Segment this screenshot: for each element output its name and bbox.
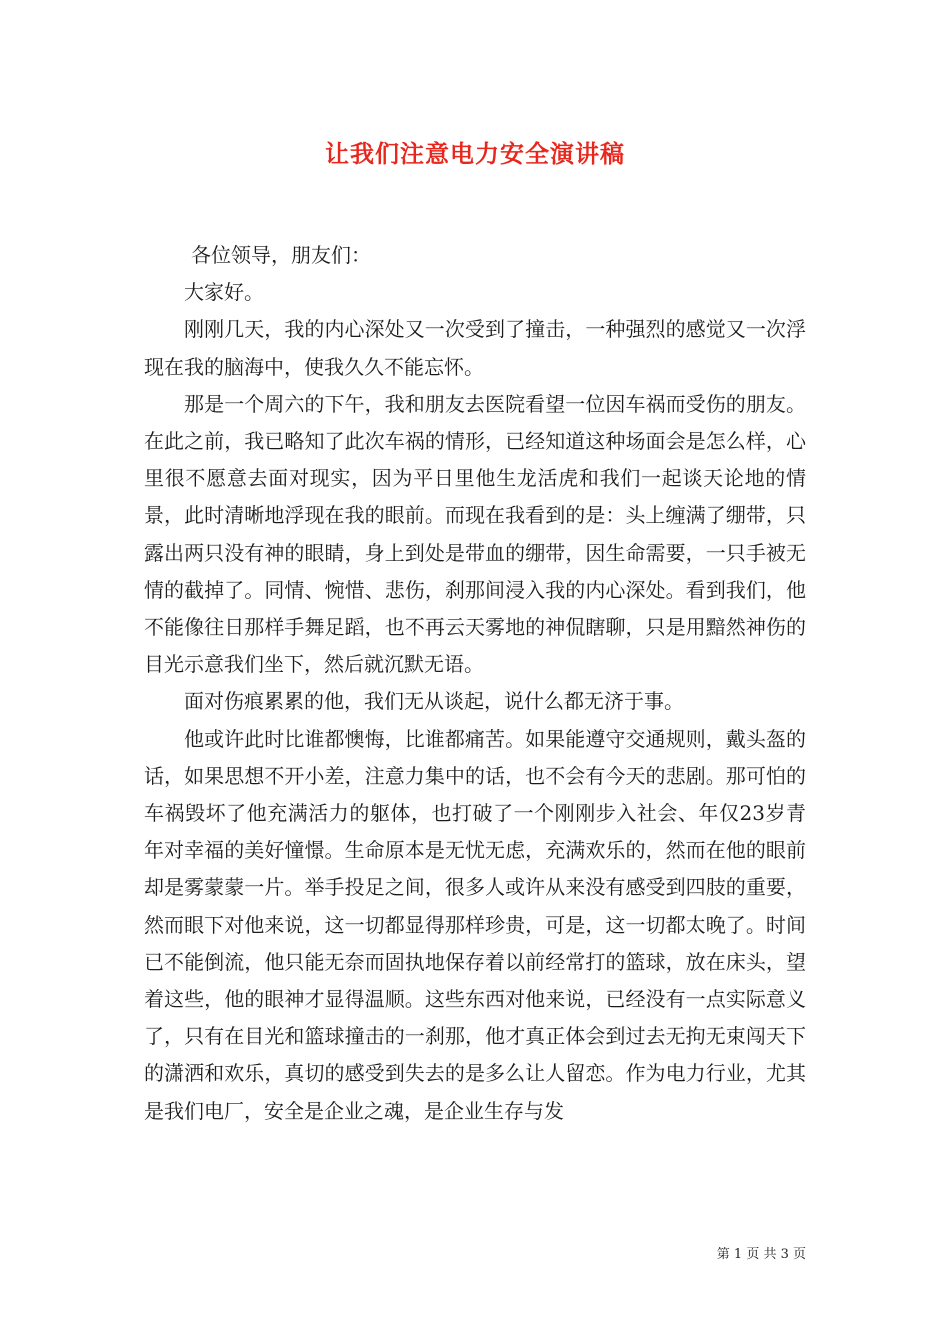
paragraph: 刚刚几天，我的内心深处又一次受到了撞击，一种强烈的感觉又一次浮现在我的脑海中，使我久久不能忘怀。 [144, 317, 806, 379]
document-title: 让我们注意电力安全演讲稿 [325, 139, 625, 168]
paragraph-hello: 大家好。 [184, 280, 264, 305]
paragraph: 那是一个周六的下午，我和朋友去医院看望一位因车祸而受伤的朋友。在此之前，我已略知了此次车祸的情形，已经知道这种场面会是怎么样，心里很不愿意去面对现实，因为平日里他生龙活虎和我们一起谈天论地的情景，此时清晰地浮现在我的眼前。而现在我看到的是：头上缠满了绷带，只露出两只没有神的眼睛，身上到处是带血的绷带，因生命需要，一只手被无情的截掉了。同情、惋惜、悲伤，刹那间浸入我的内心深处。看到我们，他不能像往日那样手舞足蹈，也不再云天雾地的神侃瞎聊，只是用黯然神伤的目光示意我们坐下，然后就沉默无语。 [144, 391, 806, 677]
paragraph-greeting: 各位领导，朋友们： [191, 243, 371, 267]
paragraph: 他或许此时比谁都懊悔，比谁都痛苦。如果能遵守交通规则，戴头盔的话，如果思想不开小差，注意力集中的话，也不会有今天的悲剧。那可怕的车祸毁坏了他充满活力的躯体，也打破了一个刚刚步入社会、年仅23岁青年对幸福的美好憧憬。生命原本是无忧无虑，充满欢乐的，然而在他的眼前却是雾蒙蒙一片。举手投足之间，很多人或许从来没有感受到四肢的重要，然而眼下对他来说，这一切都显得那样珍贵，可是，这一切都太晚了。时间已不能倒流，他只能无奈而固执地保存着以前经常打的篮球，放在床头，望着这些，他的眼神才显得温顺。这些东西对他来说，已经没有一点实际意义了，只有在目光和篮球撞击的一刹那，他才真正体会到过去无拘无束闯天下的潇洒和欢乐，真切的感受到失去的是多么让人留恋。作为电力行业，尤其是我们电厂，安全是企业之魂，是企业生存与发 [144, 726, 806, 1123]
page-number: 第 1 页 共 3 页 [716, 1247, 806, 1262]
document-body [144, 237, 806, 1130]
paragraph: 面对伤痕累累的他，我们无从谈起，说什么都无济于事。 [184, 689, 684, 714]
